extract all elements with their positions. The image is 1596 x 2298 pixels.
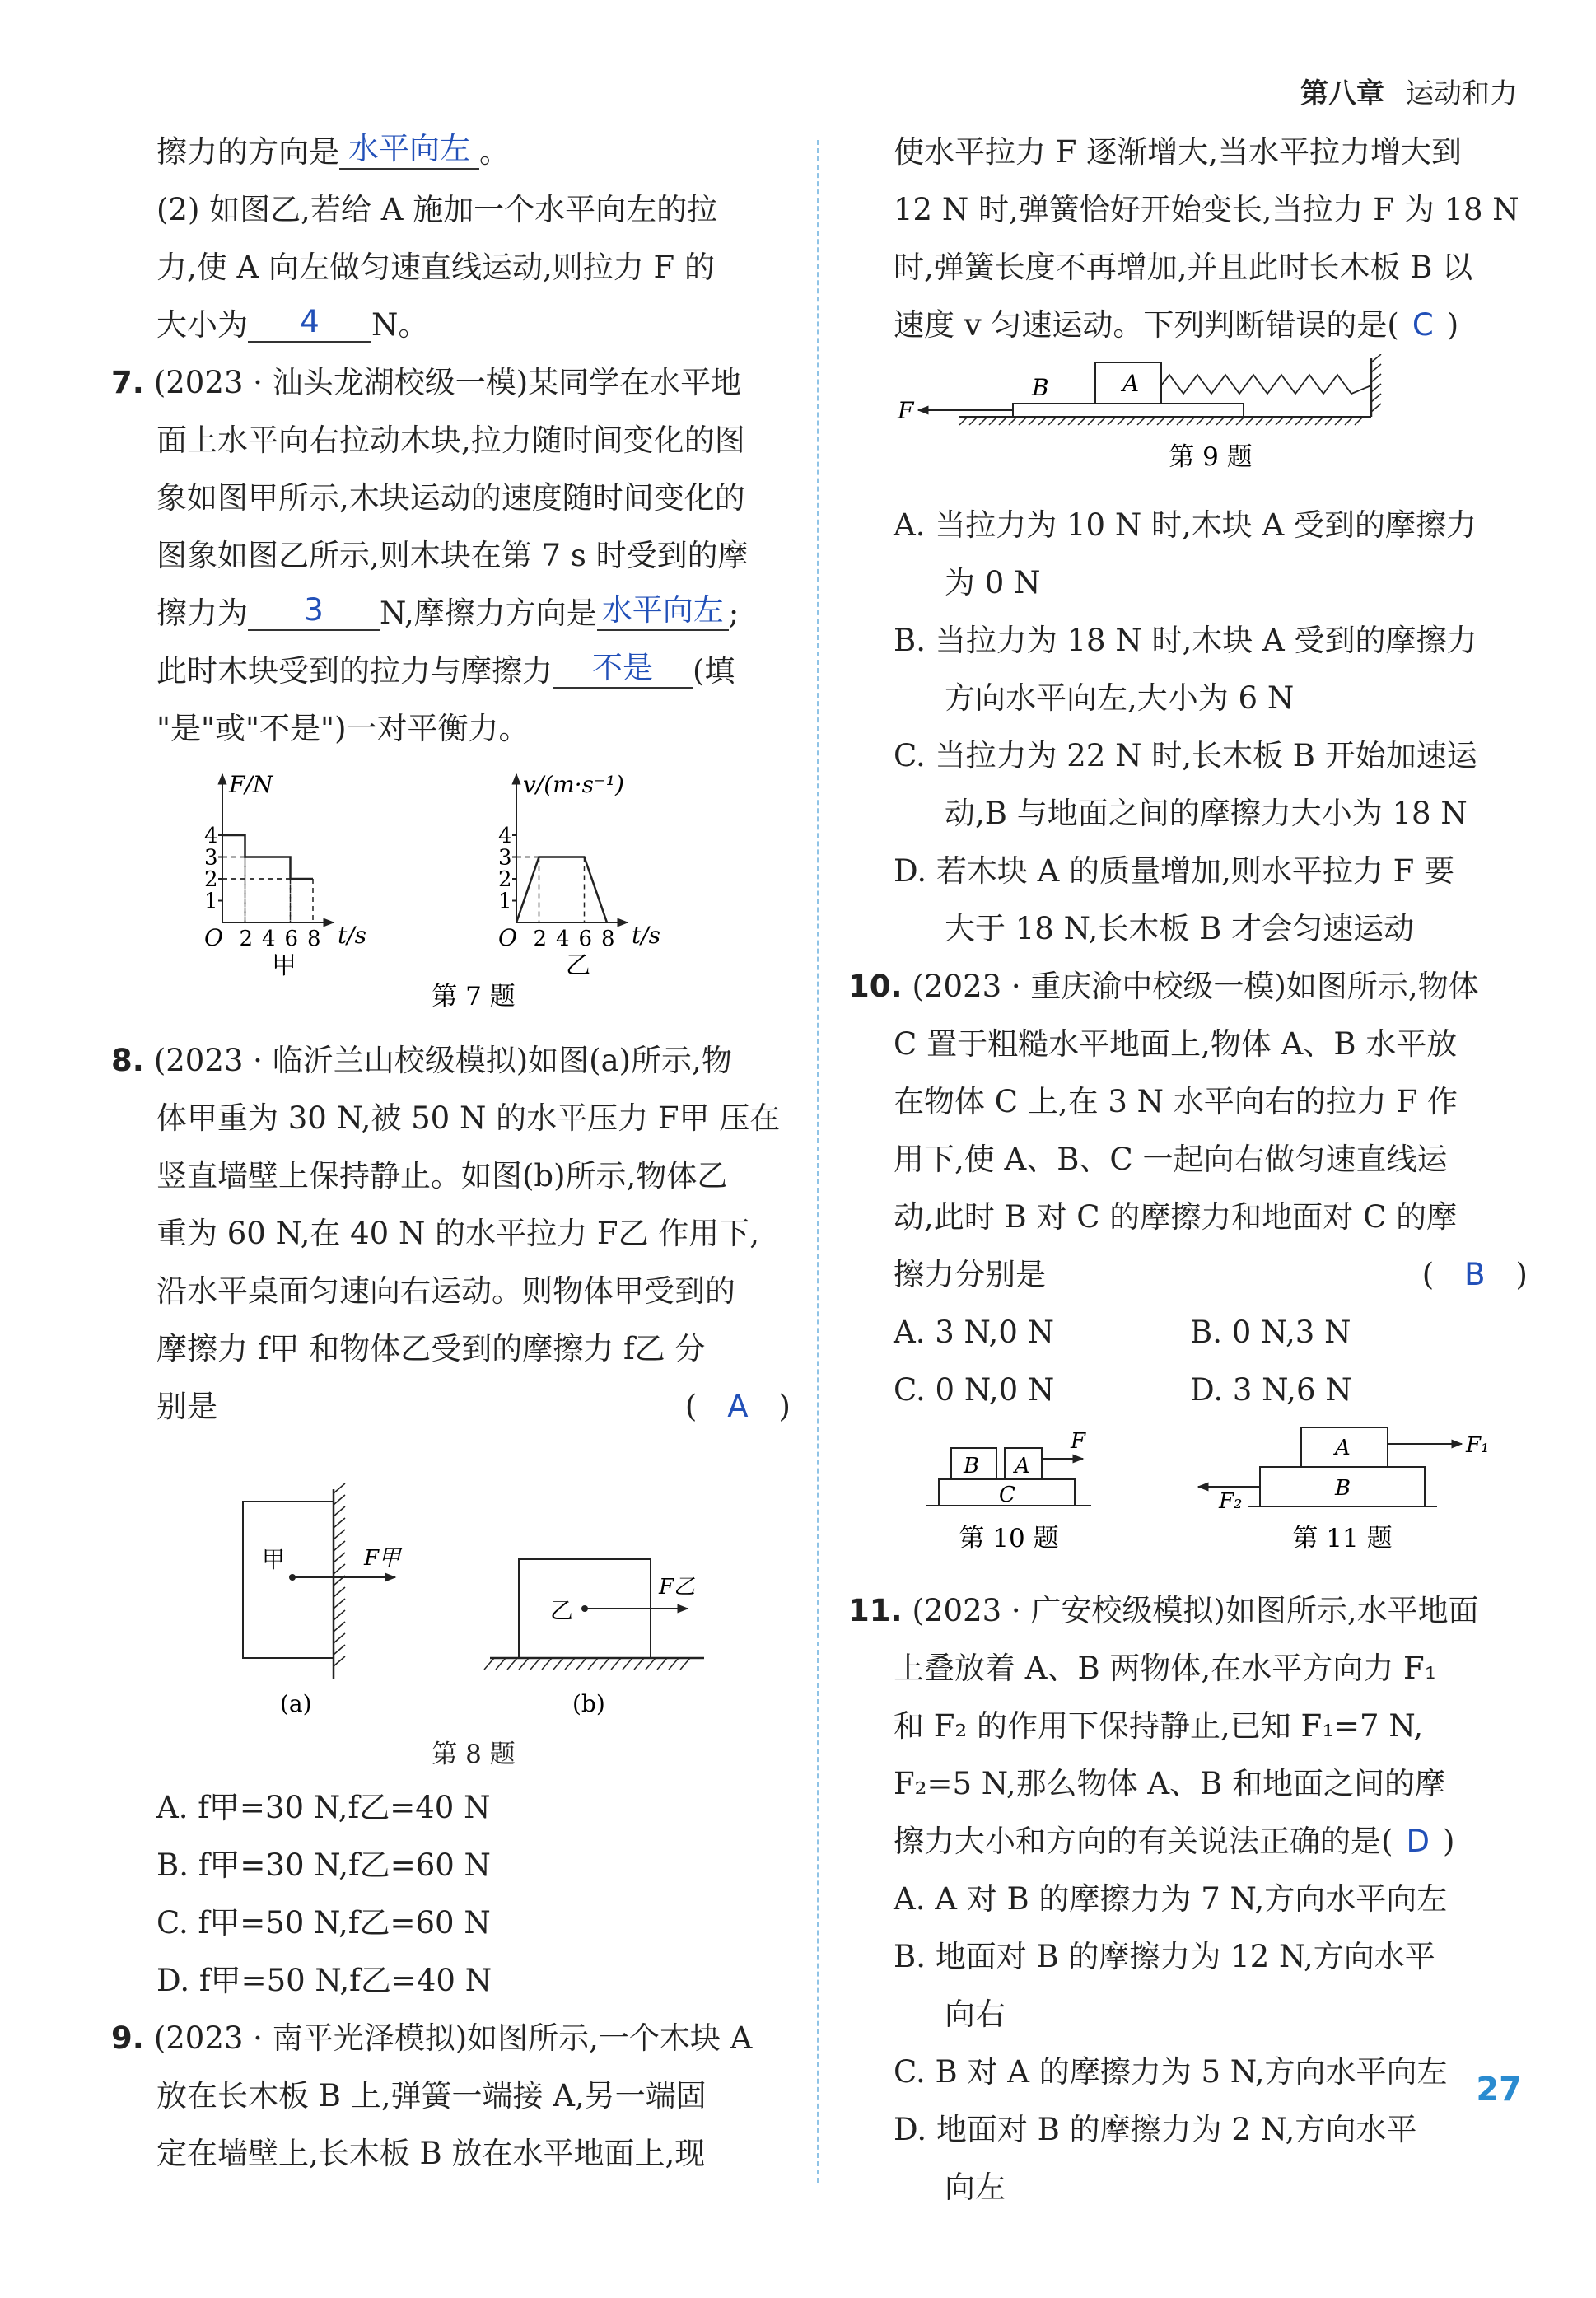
q11-option-c: C. B 对 A 的摩擦力为 5 N,方向水平向左 (894, 2054, 1448, 2090)
graph-a-xlabel: t/s (338, 922, 367, 949)
chapter-label: 第八章 (1300, 77, 1384, 110)
q11-option-d-cont: 向左 (945, 2170, 1006, 2205)
q10-options-row2 (894, 1362, 1528, 1419)
q9-option-d-cont: 大于 18 N,长木板 B 才会匀速运动 (945, 911, 1415, 946)
y-tick-label: 3 (204, 845, 218, 871)
q7-caption: 第 7 题 (432, 982, 516, 1011)
fig11-f2: F₂ (1219, 1489, 1243, 1514)
graph-b-origin: O (498, 924, 517, 951)
q11-caption: 第 11 题 (1292, 1524, 1393, 1553)
q9-line5: 12 N 时,弹簧恰好开始变长,当拉力 F 为 18 N (894, 192, 1519, 227)
q6-line2: (2) 如图乙,若给 A 施加一个水平向左的拉 (156, 192, 718, 227)
q9-line4: 使水平拉力 F 逐渐增大,当水平拉力增大到 (894, 134, 1462, 170)
q6-line3: 力,使 A 向左做匀速直线运动,则拉力 F 的 (156, 250, 715, 285)
q9-answer: C (1412, 307, 1434, 343)
fig9-force: F (898, 397, 914, 424)
fig-b-label: 乙 (550, 1597, 574, 1624)
graph-a-origin: O (204, 924, 223, 951)
q9-figure (894, 354, 1528, 478)
q7-graphs (156, 758, 791, 1013)
q9-option-d: D. 若木块 A 的质量增加,则水平拉力 F 要 (894, 853, 1455, 889)
q7-answer-1: 3 (248, 591, 380, 631)
question-7: 7. (2023 · 汕头龙湖校级一模)某同学在水平地 面上水平向右拉动木块,拉力随时间变化的图 象如图甲所示,木块运动的速度随时间变化的 图象如图乙所示,则木块在第 7 s 时受到的摩 擦力为 3 N,摩擦力方向是 水平向左 ; 此时木块受到的拉力与摩擦力 不是 (填 "是"或"不是")一对平衡力。 (111, 365, 749, 746)
q11-option-b: B. 地面对 B 的摩擦力为 12 N,方向水平 (894, 1939, 1435, 1974)
question-9: 9. (2023 · 南平光泽模拟)如图所示,一个木块 A 放在长木板 B 上,弹簧一端接 A,另一端固 定在墙壁上,长木板 B 放在水平地面上,现 (111, 2020, 753, 2171)
question-10: 10. (2023 · 重庆渝中校级一模)如图所示,物体 C 置于粗糙水平地面上,物体 A、B 水平放 在物体 C 上,在 3 N 水平向右的拉力 F 作 用下,使 A、B、C 一起向右做匀速直线运 动,此时 B 对 C 的摩擦力和地面对 C 的摩 擦力分别是 ( B ) A. 3 N,0 N B. 0 N,3 N C. 0 N,0 N D. 3 N,6 N (894, 958, 1528, 1419)
fig11-f1: F₁ (1466, 1433, 1490, 1458)
q9-caption: 第 9 题 (1169, 442, 1253, 472)
fig-a-force: F甲 (364, 1546, 401, 1571)
q9-number: 9. (111, 2020, 144, 2056)
fig-a-label: 甲 (262, 1546, 286, 1573)
q10-caption: 第 10 题 (959, 1524, 1059, 1553)
q11-answer: D (1406, 1824, 1430, 1859)
q6-answer-1: 水平向左 (339, 130, 479, 170)
figure-a-wall (243, 1483, 403, 1717)
q8-answer: A (727, 1389, 749, 1424)
fig10-b: B (964, 1454, 980, 1478)
q7-answer-3: 不是 (553, 649, 693, 689)
page-header (1300, 71, 1518, 111)
fig10-f: F (1071, 1429, 1086, 1454)
question-11: 11. (2023 · 广安校级模拟)如图所示,水平地面 上叠放着 A、B 两物体,在水平方向力 F₁ 和 F₂ 的作用下保持静止,已知 F₁=7 N, F₂=5 N,那么物体 A、B 和地面之间的摩 擦力大小和方向的有关说法正确的是( D ) A. A 对 B 的摩擦力为 7 N,方向水平向左 B. 地面对 B 的摩擦力为 12 N,方向水平 向右 C. B 对 A 的摩擦力为 5 N,方向水平向左 D. 地面对 B 的摩擦力为 2 N,方向水平 向左 (894, 1582, 1528, 2216)
question-8: 8. (2023 · 临沂兰山校级模拟)如图(a)所示,物 体甲重为 30 N,被 50 N 的水平压力 F甲 压在 竖直墙壁上保持静止。如图(b)所示,物体乙 重为 60 N,在 40 N 的水平拉力 F乙 作用下, 沿水平桌面匀速向右运动。则物体甲受到的 摩擦力 f甲 和物体乙受到的摩擦力 f乙 分 别是 ( A ) (111, 1043, 791, 1424)
q8-option-c: C. f甲=50 N,f乙=60 N (156, 1905, 491, 1941)
q6-answer-2: 4 (248, 303, 371, 343)
y-tick-label: 4 (204, 824, 218, 848)
q11-option-d: D. 地面对 B 的摩擦力为 2 N,方向水平 (894, 2112, 1417, 2147)
graph-b-ylabel: v/(m·s⁻¹) (523, 771, 624, 798)
graph-force-time (204, 771, 366, 980)
chapter-title: 运动和力 (1406, 77, 1518, 110)
q10-q11-figures (894, 1419, 1528, 1563)
q9-option-c: C. 当拉力为 22 N 时,长木板 B 开始加速运 (894, 738, 1477, 773)
q10-option-b: B. 0 N,3 N (1190, 1315, 1351, 1350)
q6-line4: 大小为 4 N。 (156, 304, 429, 343)
x-tick-label: 2 (239, 927, 254, 951)
right-column (848, 124, 1528, 2216)
fig9-board-b: B (1032, 374, 1049, 401)
q10-number: 10. (848, 969, 903, 1004)
x-tick-label: 2 (533, 927, 548, 951)
graph-b-xlabel: t/s (632, 922, 661, 949)
q9-option-a: A. 当拉力为 10 N 时,木块 A 受到的摩擦力 (894, 507, 1477, 543)
q9-option-c-cont: 动,B 与地面之间的摩擦力大小为 18 N (945, 796, 1468, 831)
q10-options-row1 (894, 1304, 1528, 1362)
left-column (111, 124, 791, 2183)
q6-line1: 擦力的方向是 水平向左 。 (156, 131, 510, 170)
q9-line7: 速度 v 匀速运动。下列判断错误的是( C ) (894, 307, 1459, 343)
fig-b-force: F乙 (659, 1575, 696, 1600)
fig9-block-a: A (1122, 370, 1140, 397)
q7-answer-2: 水平向左 (597, 591, 729, 631)
fig11-b: B (1335, 1476, 1351, 1501)
x-tick-label: 8 (601, 927, 615, 951)
fig11 (1198, 1427, 1489, 1553)
page-number: 27 (1476, 2071, 1522, 2109)
q11-option-a: A. A 对 B 的摩擦力为 7 N,方向水平向左 (894, 1881, 1448, 1917)
graph-a-ylabel: F/N (229, 771, 273, 798)
q10-option-d: D. 3 N,6 N (1190, 1372, 1352, 1408)
q11-number: 11. (848, 1593, 903, 1628)
fig10 (926, 1429, 1091, 1553)
y-tick-label: 4 (498, 824, 512, 848)
q8-option-a: A. f甲=30 N,f乙=40 N (156, 1790, 491, 1825)
y-tick-label: 2 (204, 867, 218, 892)
q9-option-a-cont: 为 0 N (945, 565, 1041, 600)
q8-options (156, 1779, 791, 2010)
x-tick-label: 6 (578, 927, 593, 951)
q10-option-a: A. 3 N,0 N (894, 1315, 1054, 1350)
q10-option-c: C. 0 N,0 N (894, 1372, 1055, 1408)
y-tick-label: 1 (498, 889, 512, 914)
fig-b-caption: (b) (572, 1690, 605, 1717)
x-tick-label: 6 (284, 927, 299, 951)
graph-velocity-time (498, 771, 660, 980)
fig10-c: C (999, 1483, 1015, 1507)
fig-a-caption: (a) (280, 1690, 312, 1717)
y-tick-label: 3 (498, 845, 512, 871)
q8-option-d: D. f甲=50 N,f乙=40 N (156, 1963, 492, 1998)
q9-option-b-cont: 方向水平向左,大小为 6 N (945, 680, 1295, 716)
q9-option-b: B. 当拉力为 18 N 时,木块 A 受到的摩擦力 (894, 623, 1477, 658)
y-tick-label: 1 (204, 889, 218, 914)
x-tick-label: 4 (262, 927, 276, 951)
q8-figure (156, 1436, 791, 1724)
q9-options (894, 497, 1528, 958)
q8-option-b: B. f甲=30 N,f乙=60 N (156, 1847, 491, 1883)
x-tick-label: 4 (556, 927, 570, 951)
velocity-line (516, 857, 607, 923)
figure-b-table (484, 1559, 704, 1717)
graph-b-name: 乙 (566, 951, 590, 980)
q7-number: 7. (111, 365, 144, 400)
fig11-a: A (1335, 1436, 1351, 1460)
q11-option-b-cont: 向右 (945, 1997, 1006, 2032)
graph-a-name: 甲 (272, 951, 296, 980)
q10-answer: B (1464, 1257, 1486, 1292)
q8-number: 8. (111, 1043, 144, 1078)
q9-line6: 时,弹簧长度不再增加,并且此时长木板 B 以 (894, 250, 1473, 285)
q8-caption: 第 8 题 (432, 1740, 516, 1769)
y-tick-label: 2 (498, 867, 512, 892)
x-tick-label: 8 (307, 927, 321, 951)
fig10-a: A (1015, 1454, 1030, 1478)
column-divider (817, 140, 819, 2183)
